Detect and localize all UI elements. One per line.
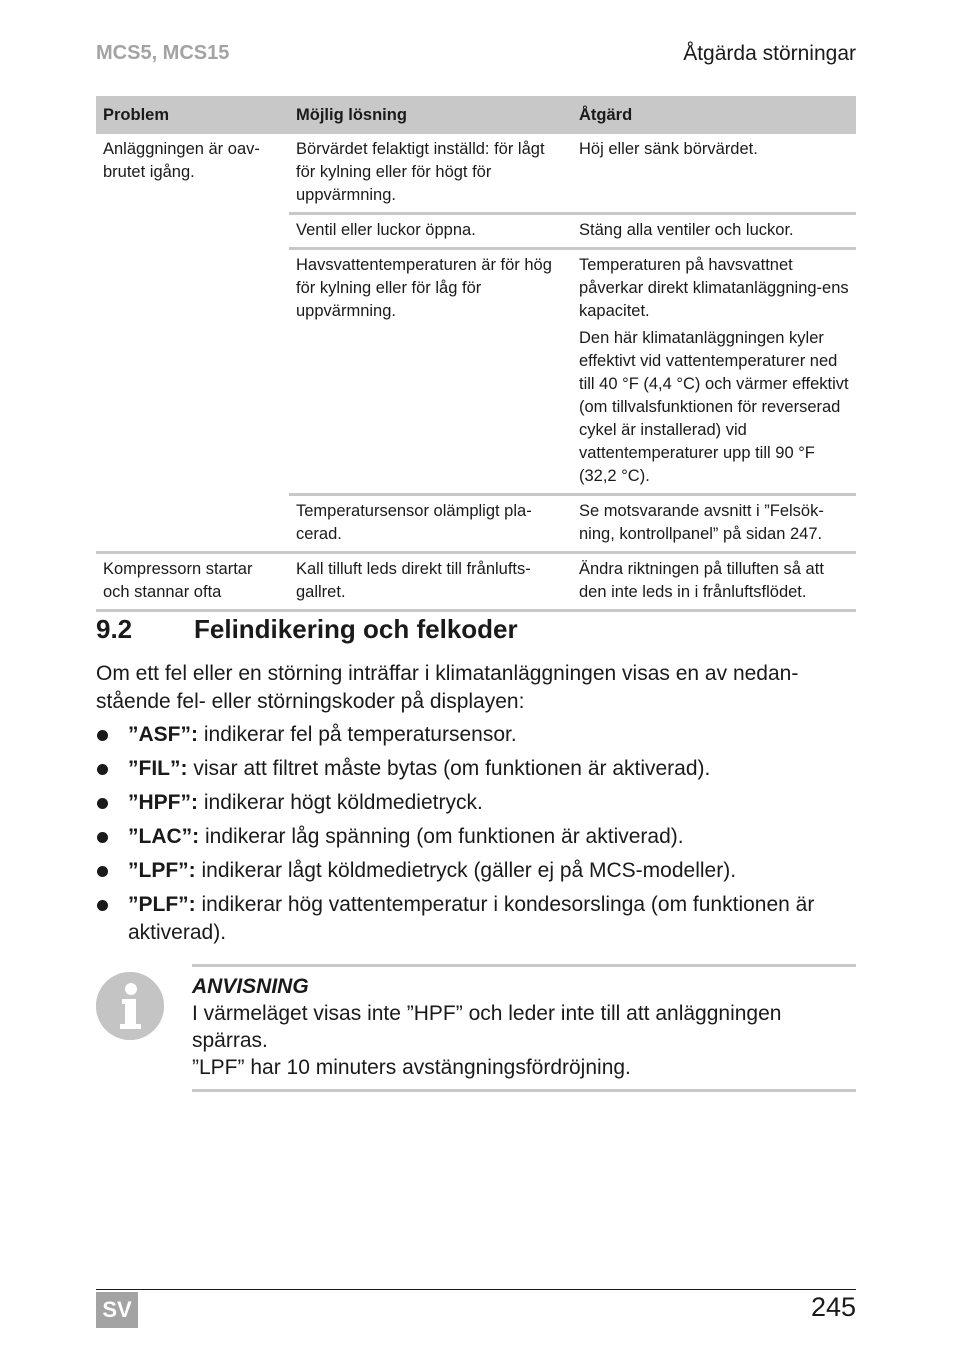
bullet-icon: [97, 866, 108, 877]
column-header-solution: Möjlig lösning: [289, 96, 572, 134]
bullet-icon: [97, 832, 108, 843]
section-title: Felindikering och felkoder: [194, 614, 518, 644]
code-label: ”LPF”:: [128, 859, 196, 882]
action-text: Höj eller sänk börvärdet.: [579, 140, 758, 158]
action-text: Ändra riktningen på tilluften så att den inte leds in i frånluftsflödet.: [579, 560, 824, 601]
code-label: ”PLF”:: [128, 893, 196, 916]
list-item: [96, 857, 858, 885]
list-item: [96, 721, 858, 749]
action-cell: [572, 553, 856, 611]
table-header-row: [96, 96, 856, 134]
language-badge: SV: [96, 1292, 138, 1328]
problem-cell: Anläggningen är oav-brutet igång.: [103, 140, 260, 181]
section-number: 9.2: [96, 614, 133, 644]
error-code-list: [96, 721, 858, 953]
solution-cell: Börvärdet felaktigt inställd: för lågt för kylning eller för högt för uppvärmning.: [296, 140, 545, 204]
action-text: Stäng alla ventiler och luckor.: [579, 221, 794, 239]
code-description: indikerar fel på temperatursensor.: [203, 723, 517, 746]
solution-cell: Ventil eller luckor öppna.: [289, 214, 572, 249]
solution-cell: Havsvattentemperaturen är för hög för kylning eller för låg för uppvärmning.: [289, 249, 572, 495]
action-cell: [572, 134, 856, 214]
table-row: [96, 553, 856, 611]
code-label: ”LAC”:: [128, 825, 200, 848]
code-label: ”HPF”:: [128, 791, 198, 814]
table-row: [96, 134, 856, 214]
action-text: Den här klimatanläggningen kyler effektivt vid vattentemperaturer ned till 40 °F (4,4 °C) och värmer effektivt (om tillvalsfunktionen för reverserad cykel är installerad) vid vattentemperaturer upp till 90 °F (32,2 °C).: [579, 329, 849, 485]
bullet-icon: [97, 764, 108, 775]
bullet-icon: [97, 900, 108, 911]
action-cell: [572, 249, 856, 495]
header-models: MCS5, MCS15: [96, 42, 230, 64]
code-description: indikerar högt köldmedietryck.: [203, 791, 483, 814]
code-description: indikerar lågt köldmedietryck (gäller ej på MCS-modeller).: [201, 859, 737, 882]
list-item: [96, 891, 858, 947]
bullet-icon: [97, 730, 108, 741]
column-header-problem: Problem: [96, 96, 289, 134]
code-label: ”FIL”:: [128, 757, 188, 780]
action-text: Temperaturen på havsvattnet påverkar direkt klimatanläggning-ens kapacitet.: [579, 256, 849, 320]
list-item: [96, 755, 858, 783]
code-label: ”ASF”:: [128, 723, 198, 746]
action-cell: [572, 495, 856, 553]
bullet-icon: [97, 798, 108, 809]
solution-cell: Temperatursensor olämpligt pla-cerad.: [289, 495, 572, 553]
note-box: [192, 964, 856, 1092]
info-icon: [96, 972, 164, 1040]
section-intro: Om ett fel eller en störning inträffar i klimatanläggningen visas en av nedan-stående fel- eller störningskoder på displayen:: [96, 662, 799, 713]
code-description: indikerar hög vattentemperatur i kondesorslinga (om funktionen är aktiverad).: [128, 893, 815, 944]
code-description: indikerar låg spänning (om funktionen är aktiverad).: [205, 825, 684, 848]
page-number: 245: [810, 1292, 856, 1322]
list-item: [96, 789, 858, 817]
column-header-action: Åtgärd: [572, 96, 856, 134]
list-item: [96, 823, 858, 851]
note-title: ANVISNING: [192, 975, 309, 998]
section-heading: [96, 614, 518, 645]
code-description: visar att filtret måste bytas (om funktionen är aktiverad).: [193, 757, 711, 780]
note-line: I värmeläget visas inte ”HPF” och leder inte till att anläggningen spärras.: [192, 1002, 782, 1052]
troubleshooting-table: [96, 96, 856, 612]
footer-divider: [96, 1289, 856, 1290]
note-line: ”LPF” har 10 minuters avstängningsfördröjning.: [192, 1056, 631, 1079]
problem-cell: Kompressorn startar och stannar ofta: [96, 553, 289, 611]
solution-cell: Kall tilluft leds direkt till frånlufts-gallret.: [289, 553, 572, 611]
header-chapter: Åtgärda störningar: [683, 42, 856, 65]
action-cell: [572, 214, 856, 249]
action-text: Se motsvarande avsnitt i ”Felsök-ning, kontrollpanel” på sidan 247.: [579, 502, 824, 543]
